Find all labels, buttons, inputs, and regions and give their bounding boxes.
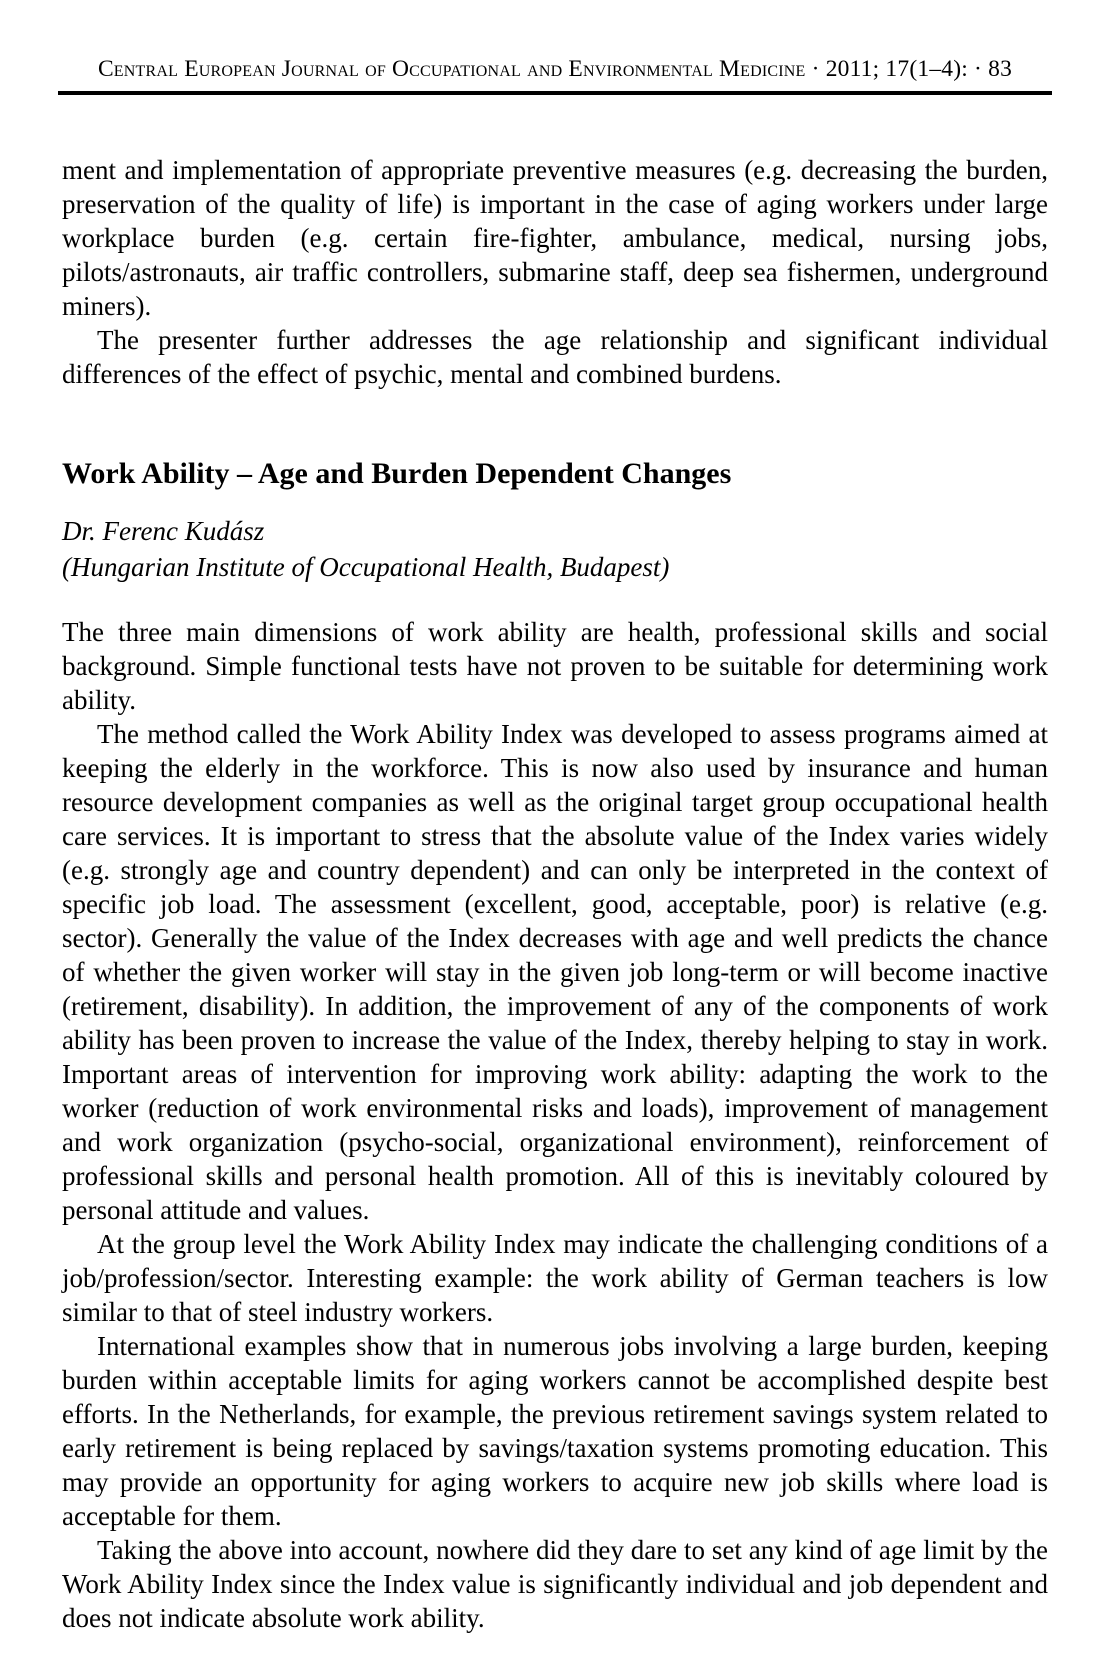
article-body: [62, 615, 1048, 1635]
article-affiliation: (Hungarian Institute of Occupational Health, Budapest): [62, 552, 670, 582]
intro-paragraph: The presenter further addresses the age relationship and significant individual differences of the effect of psychic, mental and combined burdens.: [62, 325, 1048, 389]
article-section: [62, 455, 1048, 1635]
article-paragraph: The three main dimensions of work ability are health, professional skills and social background. Simple functional tests have not proven to be suitable for determining work ability.: [62, 617, 1048, 715]
header-rule: [58, 91, 1052, 95]
article-author: Dr. Ferenc Kudász: [62, 516, 265, 546]
article-title: Work Ability – Age and Burden Dependent Changes: [62, 457, 732, 490]
article-paragraph: At the group level the Work Ability Index may indicate the challenging conditions of a job/profession/sector. Interesting example: the work ability of German teachers is low similar to that of steel industry workers.: [62, 1229, 1048, 1327]
intro-paragraph-continuation: ment and implementation of appropriate preventive measures (e.g. decreasing the burden, preservation of the quality of life) is important in the case of aging workers under large workplace burden (e.g. certain fire-fighter, ambulance, medical, nursing jobs, pilots/astronauts, air traffic controllers, submarine staff, deep sea fishermen, underground miners).: [62, 155, 1048, 321]
article-paragraph: International examples show that in numerous jobs involving a large burden, keeping burden within acceptable limits for aging workers cannot be accomplished despite best efforts. In the Netherlands, for example, the previous retirement savings system related to early retirement is being replaced by savings/taxation systems promoting education. This may provide an opportunity for aging workers to acquire new job skills where load is acceptable for them.: [62, 1331, 1048, 1531]
page-content: [62, 153, 1048, 1635]
article-paragraph: Taking the above into account, nowhere did they dare to set any kind of age limit by the Work Ability Index since the Index value is significantly individual and job dependent and does not indicate absolute work ability.: [62, 1535, 1048, 1633]
intro-section: [62, 153, 1048, 391]
journal-citation: Central European Journal of Occupational and Environmental Medicine · 2011; 17(1–4): · 83: [97, 56, 1013, 82]
running-head: [0, 0, 1110, 95]
article-paragraph: The method called the Work Ability Index was developed to assess programs aimed at keeping the elderly in the workforce. This is now also used by insurance and human resource development companies as well as the original target group occupational health care services. It is important to stress that the absolute value of the Index varies widely (e.g. strongly age and country dependent) and can only be interpreted in the context of specific job load. The assessment (excellent, good, acceptable, poor) is relative (e.g. sector). Generally the value of the Index decreases with age and well predicts the chance of whether the given worker will stay in the given job long-term or will become inactive (retirement, disability). In addition, the improvement of any of the components of work ability has been proven to increase the value of the Index, thereby helping to stay in work. Important areas of intervention for improving work ability: adapting the work to the worker (reduction of work environmental risks and loads), improvement of management and work organization (psycho-social, organizational environment), reinforcement of professional skills and personal health promotion. All of this is inevitably coloured by personal attitude and values.: [62, 719, 1048, 1225]
